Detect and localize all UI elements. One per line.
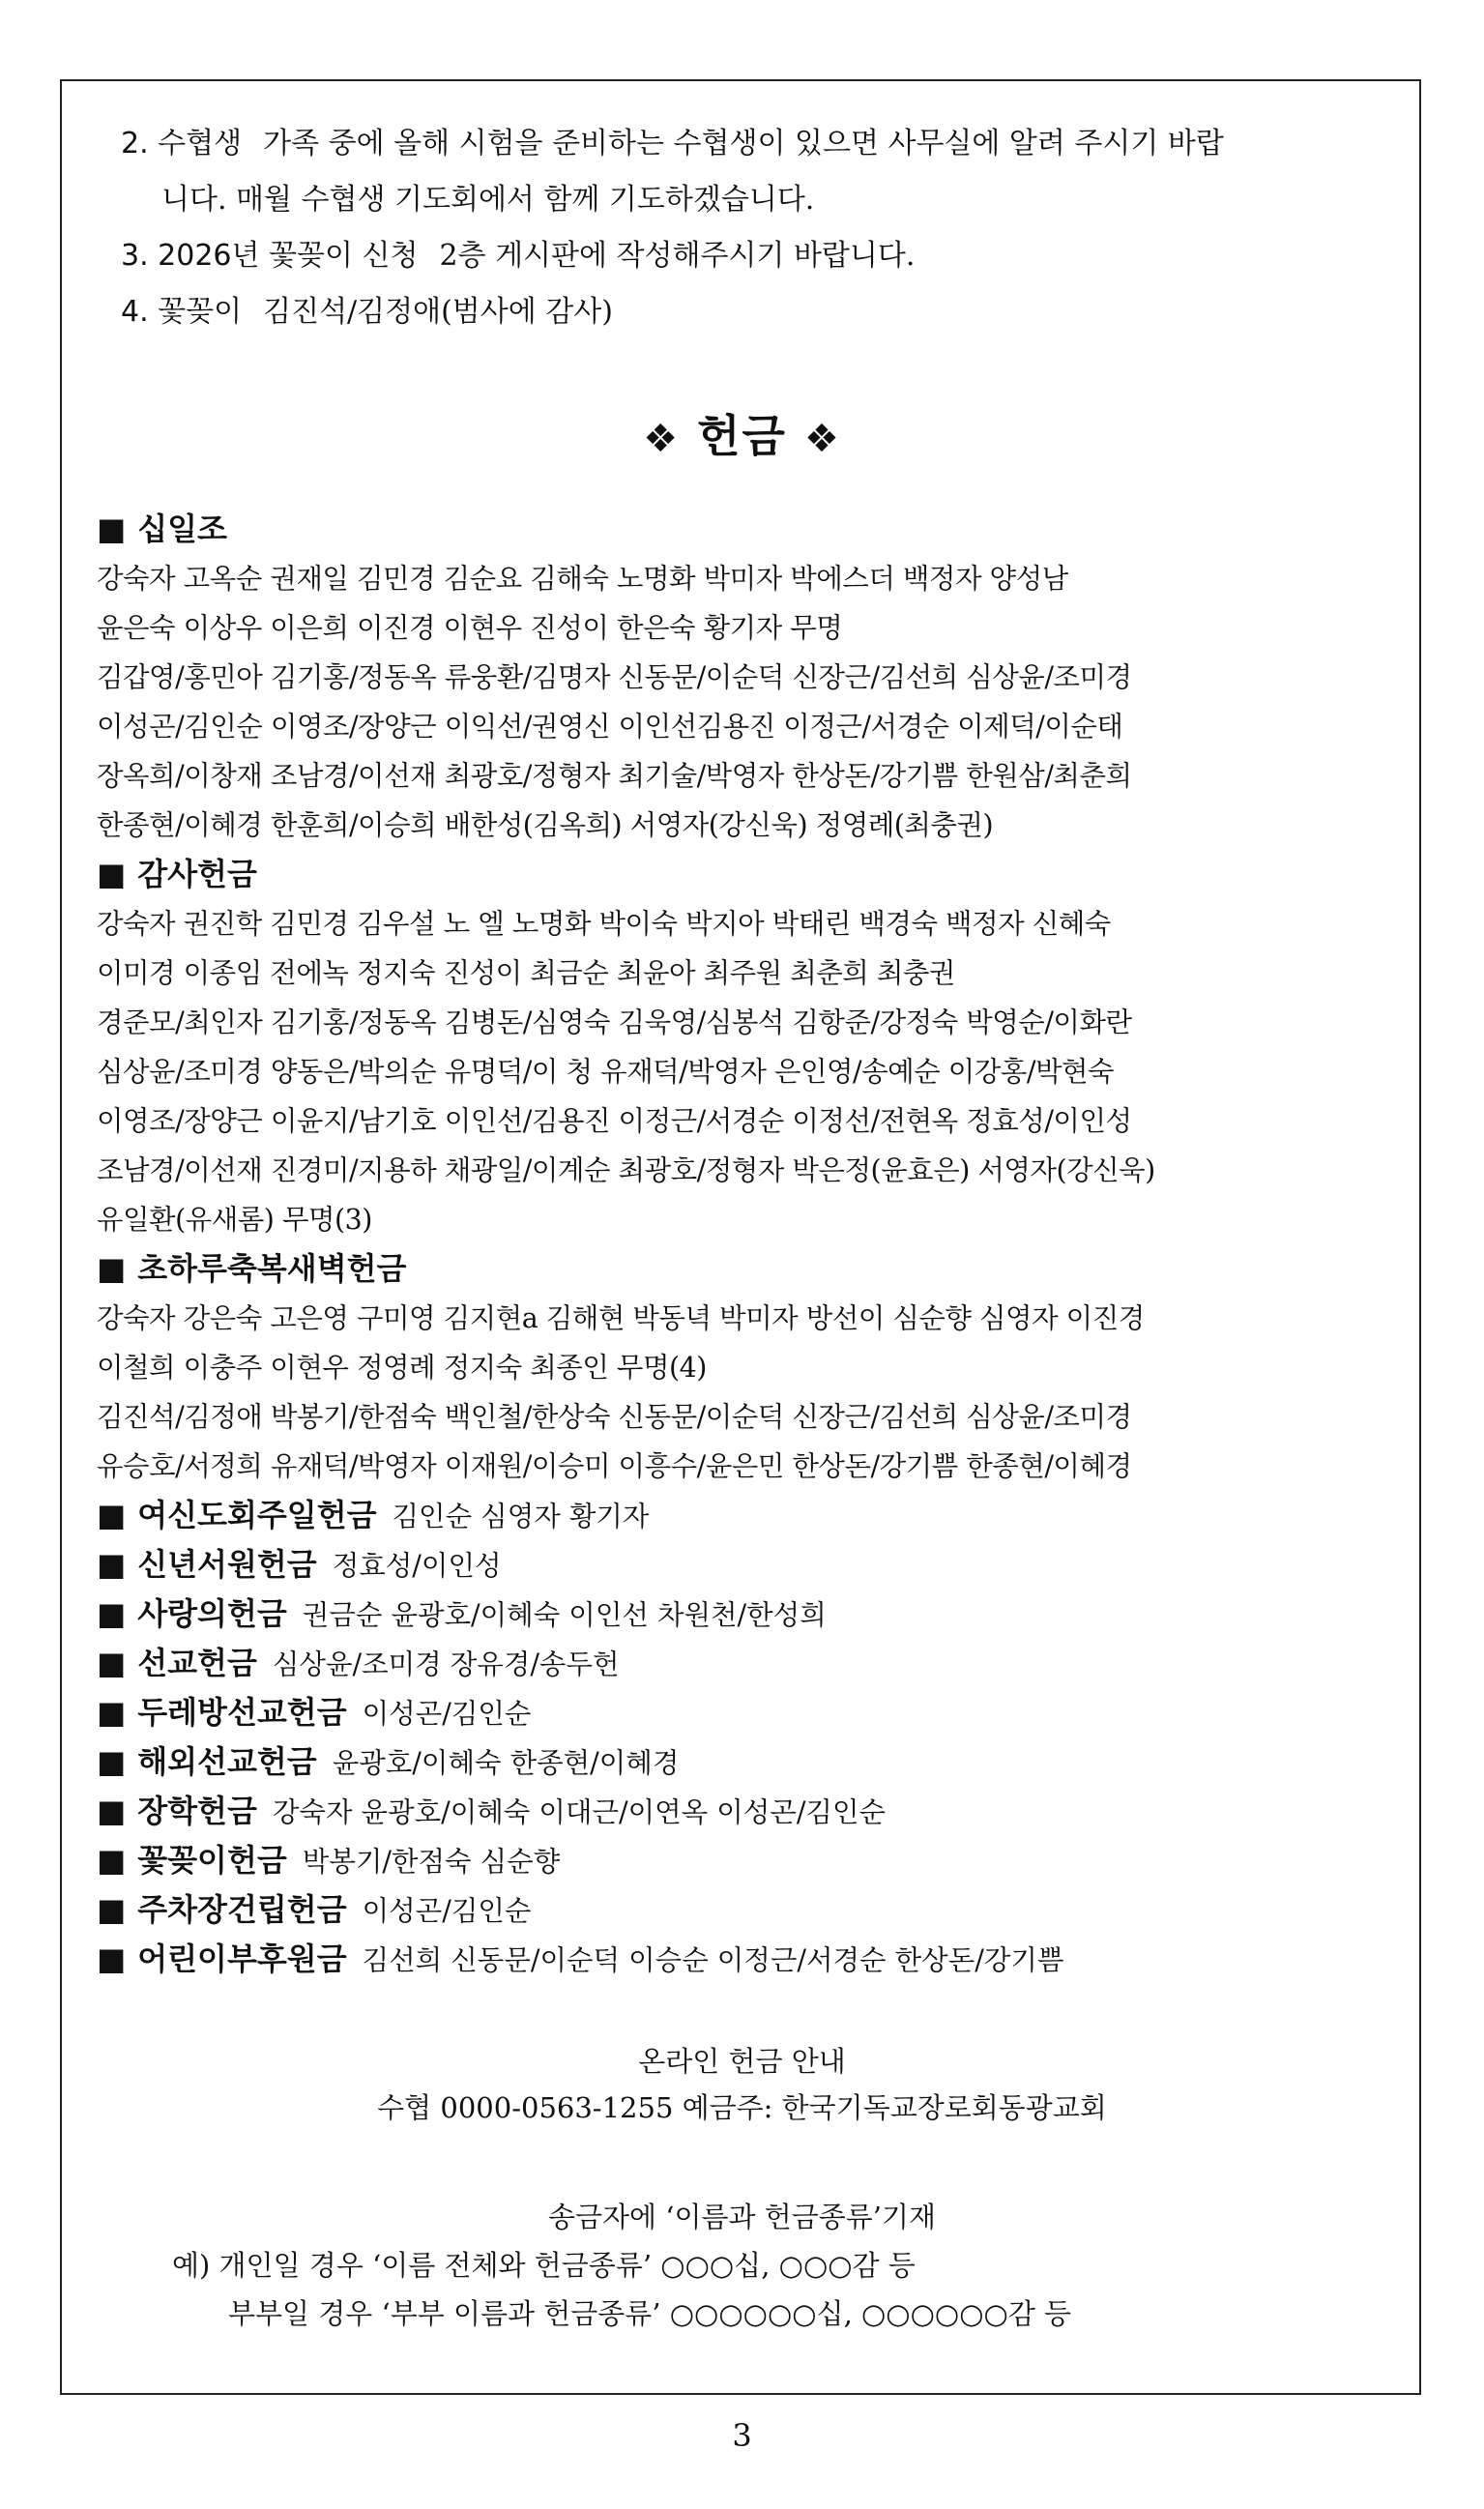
- transfer-example-couple: 부부일 경우 ‘부부 이름과 헌금종류’ ○○○○○○십, ○○○○○○감 등: [228, 2297, 1072, 2330]
- notice-title: 4. 꽃꽂이: [121, 295, 243, 329]
- square-bullet-icon: ■: [97, 511, 127, 547]
- inline-section: [97, 1688, 1411, 1737]
- name-line: 김진석/김정애 박봉기/한점숙 백인철/한상숙 신동문/이순덕 신장근/김선희 심상윤/조미경: [97, 1401, 1132, 1433]
- inline-section-names: 정효성/이인성: [332, 1550, 502, 1582]
- inline-section: [97, 1737, 1411, 1787]
- inline-section-title: 두레방선교헌금: [137, 1694, 347, 1731]
- notice-item: [121, 116, 1407, 172]
- inline-section-title: 선교헌금: [137, 1645, 257, 1681]
- notice-text: 김진석/김정애(범사에 감사): [263, 295, 613, 329]
- inline-section-names: 권금순 윤광호/이혜숙 이인선 차원천/한성희: [302, 1599, 827, 1631]
- name-line: 심상윤/조미경 양동은/박의순 유명덕/이 청 유재덕/박영자 은인영/송예순 이강홍/박현숙: [97, 1056, 1115, 1088]
- online-offering-info: [0, 2038, 1484, 2131]
- square-bullet-icon: ■: [97, 1793, 127, 1829]
- inline-section-names: 김인순 심영자 황기자: [392, 1501, 650, 1532]
- notice-title: 2. 수협생: [121, 127, 243, 160]
- inline-section-title: 장학헌금: [137, 1793, 257, 1829]
- inline-section-title: 어린이부후원금: [137, 1940, 347, 1977]
- name-line: 유일환(유새롬) 무명(3): [97, 1204, 372, 1236]
- inline-section-title: 신년서원헌금: [137, 1546, 317, 1583]
- page-number: 3: [732, 2417, 752, 2454]
- square-bullet-icon: ■: [97, 856, 127, 892]
- inline-section-names: 윤광호/이혜숙 한종현/이혜경: [332, 1747, 680, 1779]
- name-line: 윤은숙 이상우 이은희 이진경 이현우 진성이 한은숙 황기자 무명: [97, 612, 843, 644]
- name-line: 강숙자 강은숙 고은영 구미영 김지현a 김해현 박동녁 박미자 방선이 심순향 심영자 이진경: [97, 1302, 1145, 1334]
- square-bullet-icon: ■: [97, 1842, 127, 1879]
- square-bullet-icon: ■: [97, 1694, 127, 1731]
- square-bullet-icon: ■: [97, 1595, 127, 1632]
- notice-title: 3. 2026년 꽃꽂이 신청: [121, 239, 419, 273]
- name-line: 이미경 이종임 전에녹 정지숙 진성이 최금순 최윤아 최주원 최춘희 최충권: [97, 957, 955, 989]
- name-line: 이영조/장양근 이윤지/남기호 이인선/김용진 이정근/서경순 이정선/전현옥 정효성/이인성: [97, 1105, 1132, 1137]
- inline-section-names: 김선희 신동문/이순덕 이승순 이정근/서경순 한상돈/강기쁨: [362, 1944, 1064, 1976]
- transfer-example-individual: 예) 개인일 경우 ‘이름 전체와 헌금종류’ ○○○십, ○○○감 등: [172, 2249, 916, 2282]
- name-line: 이철희 이충주 이현우 정영례 정지숙 최종인 무명(4): [97, 1352, 707, 1384]
- notice-text: 가족 중에 올해 시험을 준비하는 수협생이 있으면 사무실에 알려 주시기 바랍: [263, 127, 1224, 160]
- inline-section-title: 해외선교헌금: [137, 1743, 317, 1780]
- name-line: 한종현/이혜경 한훈희/이승희 배한성(김옥희) 서영자(강신욱) 정영례(최충권): [97, 809, 994, 841]
- square-bullet-icon: ■: [97, 1940, 127, 1977]
- section-title-tithe: ■ 십일조: [97, 505, 1411, 554]
- inline-section-title: 꽃꽂이헌금: [137, 1842, 287, 1879]
- square-bullet-icon: ■: [97, 1250, 127, 1287]
- inline-section: [97, 1787, 1411, 1836]
- inline-section: [97, 1491, 1411, 1540]
- inline-section-names: 이성곤/김인순: [362, 1698, 532, 1730]
- bank-account: 수협 0000-0563-1255 예금주: 한국기독교장로회동광교회: [377, 2091, 1107, 2124]
- square-bullet-icon: ■: [97, 1743, 127, 1780]
- name-line: 장옥희/이창재 조남경/이선재 최광호/정형자 최기술/박영자 한상돈/강기쁨 한원삼/최춘희: [97, 760, 1132, 792]
- inline-section-names: 이성곤/김인순: [362, 1895, 532, 1927]
- square-bullet-icon: ■: [97, 1891, 127, 1928]
- notice-text: 니다. 매월 수협생 기도회에서 함께 기도하겠습니다.: [161, 183, 815, 217]
- inline-section: [97, 1836, 1411, 1885]
- square-bullet-icon: ■: [97, 1546, 127, 1583]
- notice-item: [121, 228, 1407, 284]
- inline-section: [97, 1590, 1411, 1639]
- name-line: 경준모/최인자 김기홍/정동옥 김병돈/심영숙 김욱영/심봉석 김항준/강정숙 박영순/이화란: [97, 1007, 1132, 1038]
- notices: [121, 116, 1407, 340]
- diamond-icon: ❖: [803, 417, 841, 461]
- notice-item: [121, 284, 1407, 340]
- notice-text: 2층 게시판에 작성해주시기 바랍니다.: [439, 239, 916, 273]
- inline-section-title: 주차장건립헌금: [137, 1891, 347, 1928]
- online-offering-title: 온라인 헌금 안내: [638, 2045, 846, 2078]
- inline-section-title: 여신도회주일헌금: [137, 1497, 377, 1533]
- transfer-heading: 송금자에 ‘이름과 헌금종류’기재: [547, 2201, 937, 2233]
- offering-heading: [0, 401, 1484, 465]
- section-title-first-day-dawn: ■ 초하루축복새벽헌금: [97, 1244, 1411, 1294]
- inline-section-names: 심상윤/조미경 장유경/송두헌: [272, 1648, 620, 1680]
- square-bullet-icon: ■: [97, 1645, 127, 1681]
- name-line: 조남경/이선재 진경미/지용하 채광일/이계순 최광호/정형자 박은정(윤효은) 서영자(강신욱): [97, 1154, 1155, 1186]
- inline-section: [97, 1935, 1411, 1984]
- name-line: 이성곤/김인순 이영조/장양근 이익선/권영신 이인선김용진 이정근/서경순 이제덕/이순태: [97, 711, 1123, 743]
- square-bullet-icon: ■: [97, 1497, 127, 1533]
- name-line: 강숙자 권진학 김민경 김우설 노 엘 노명화 박이숙 박지아 박태린 백경숙 백정자 신혜숙: [97, 908, 1111, 940]
- inline-section: [97, 1639, 1411, 1688]
- inline-section-names: 박봉기/한점숙 심순향: [302, 1846, 561, 1878]
- name-line: 유승호/서정희 유재덕/박영자 이재원/이승미 이흥수/윤은민 한상돈/강기쁨 한종현/이혜경: [97, 1450, 1132, 1482]
- inline-section-names: 강숙자 윤광호/이혜숙 이대근/이연옥 이성곤/김인순: [272, 1796, 887, 1828]
- inline-section: [97, 1885, 1411, 1935]
- name-line: 김갑영/홍민아 김기홍/정동옥 류웅환/김명자 신동문/이순덕 신장근/김선희 심상윤/조미경: [97, 661, 1132, 693]
- section-title-thanksgiving: ■ 감사헌금: [97, 850, 1411, 899]
- diamond-icon: ❖: [643, 417, 681, 461]
- offering-list: [97, 505, 1411, 1984]
- notice-item: [121, 172, 1407, 228]
- transfer-instructions: [0, 2193, 1484, 2338]
- inline-section-title: 사랑의헌금: [137, 1595, 287, 1632]
- inline-section: [97, 1540, 1411, 1590]
- offering-heading-title: 헌금: [697, 410, 787, 462]
- name-line: 강숙자 고옥순 권재일 김민경 김순요 김해숙 노명화 박미자 박에스더 백정자 양성남: [97, 563, 1068, 595]
